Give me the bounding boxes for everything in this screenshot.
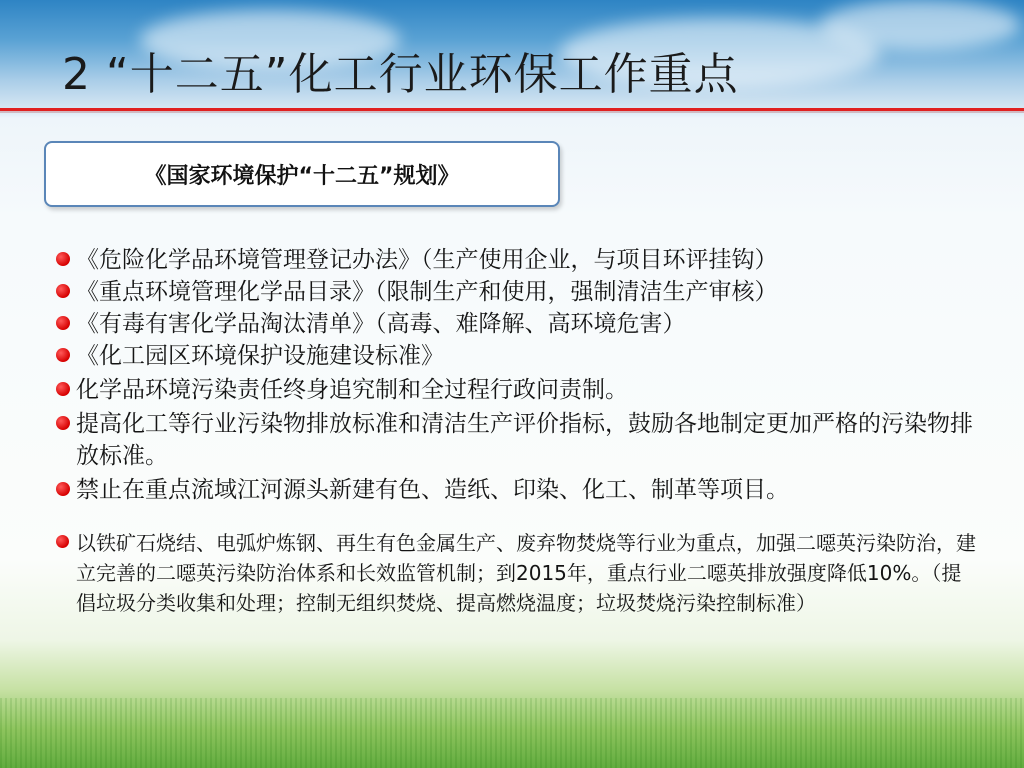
bullet-dot-icon [56,382,70,396]
sky-cloud [820,0,1020,50]
bullet-text: 《危险化学品环境管理登记办法》（生产使用企业，与项目环评挂钩） [76,247,778,273]
bullet-text: 化学品环境污染责任终身追究制和全过程行政问责制。 [76,377,628,403]
bullet-item [56,474,976,506]
grass-background [0,698,1024,768]
plan-title-box [44,141,560,207]
bullet-dot-icon [56,348,70,362]
bullet-item [56,528,976,618]
bullet-item [56,408,976,472]
bullet-dot-icon [56,252,70,266]
bullet-dot-icon [56,416,70,430]
bullet-dot-icon [56,535,69,548]
bullet-dot-icon [56,316,70,330]
plan-title-label: 《国家环境保护“十二五”规划》 [144,163,460,189]
bullet-text: 禁止在重点流域江河源头新建有色、造纸、印染、化工、制革等项目。 [76,477,789,503]
bullet-text: 《化工园区环境保护设施建设标准》 [76,343,444,369]
bullet-item [56,244,976,276]
slide-title: 2 “十二五”化工行业环保工作重点 [62,49,739,100]
bullet-item [56,340,976,372]
bullet-text: 《有毒有害化学品淘汰清单》（高毒、难降解、高环境危害） [76,311,686,337]
title-underline-shadow [0,111,1024,113]
bullet-item [56,276,976,308]
bullet-text: 提高化工等行业污染物排放标准和清洁生产评价指标，鼓励各地制定更加严格的污染物排放标准。 [76,411,973,469]
bullet-text: 以铁矿石烧结、电弧炉炼钢、再生有色金属生产、废弃物焚烧等行业为重点，加强二噁英污染防治，建立完善的二噁英污染防治体系和长效监管机制；到2015年，重点行业二噁英排放强度降低10%。（提倡垃圾分类收集和处理；控制无组织焚烧、提高燃烧温度；垃圾焚烧污染控制标准） [76,531,976,615]
bullet-dot-icon [56,284,70,298]
bullet-item [56,374,976,406]
bullet-list [56,244,976,618]
bullet-dot-icon [56,482,70,496]
bullet-item [56,308,976,340]
bullet-text: 《重点环境管理化学品目录》（限制生产和使用，强制清洁生产审核） [76,279,778,305]
